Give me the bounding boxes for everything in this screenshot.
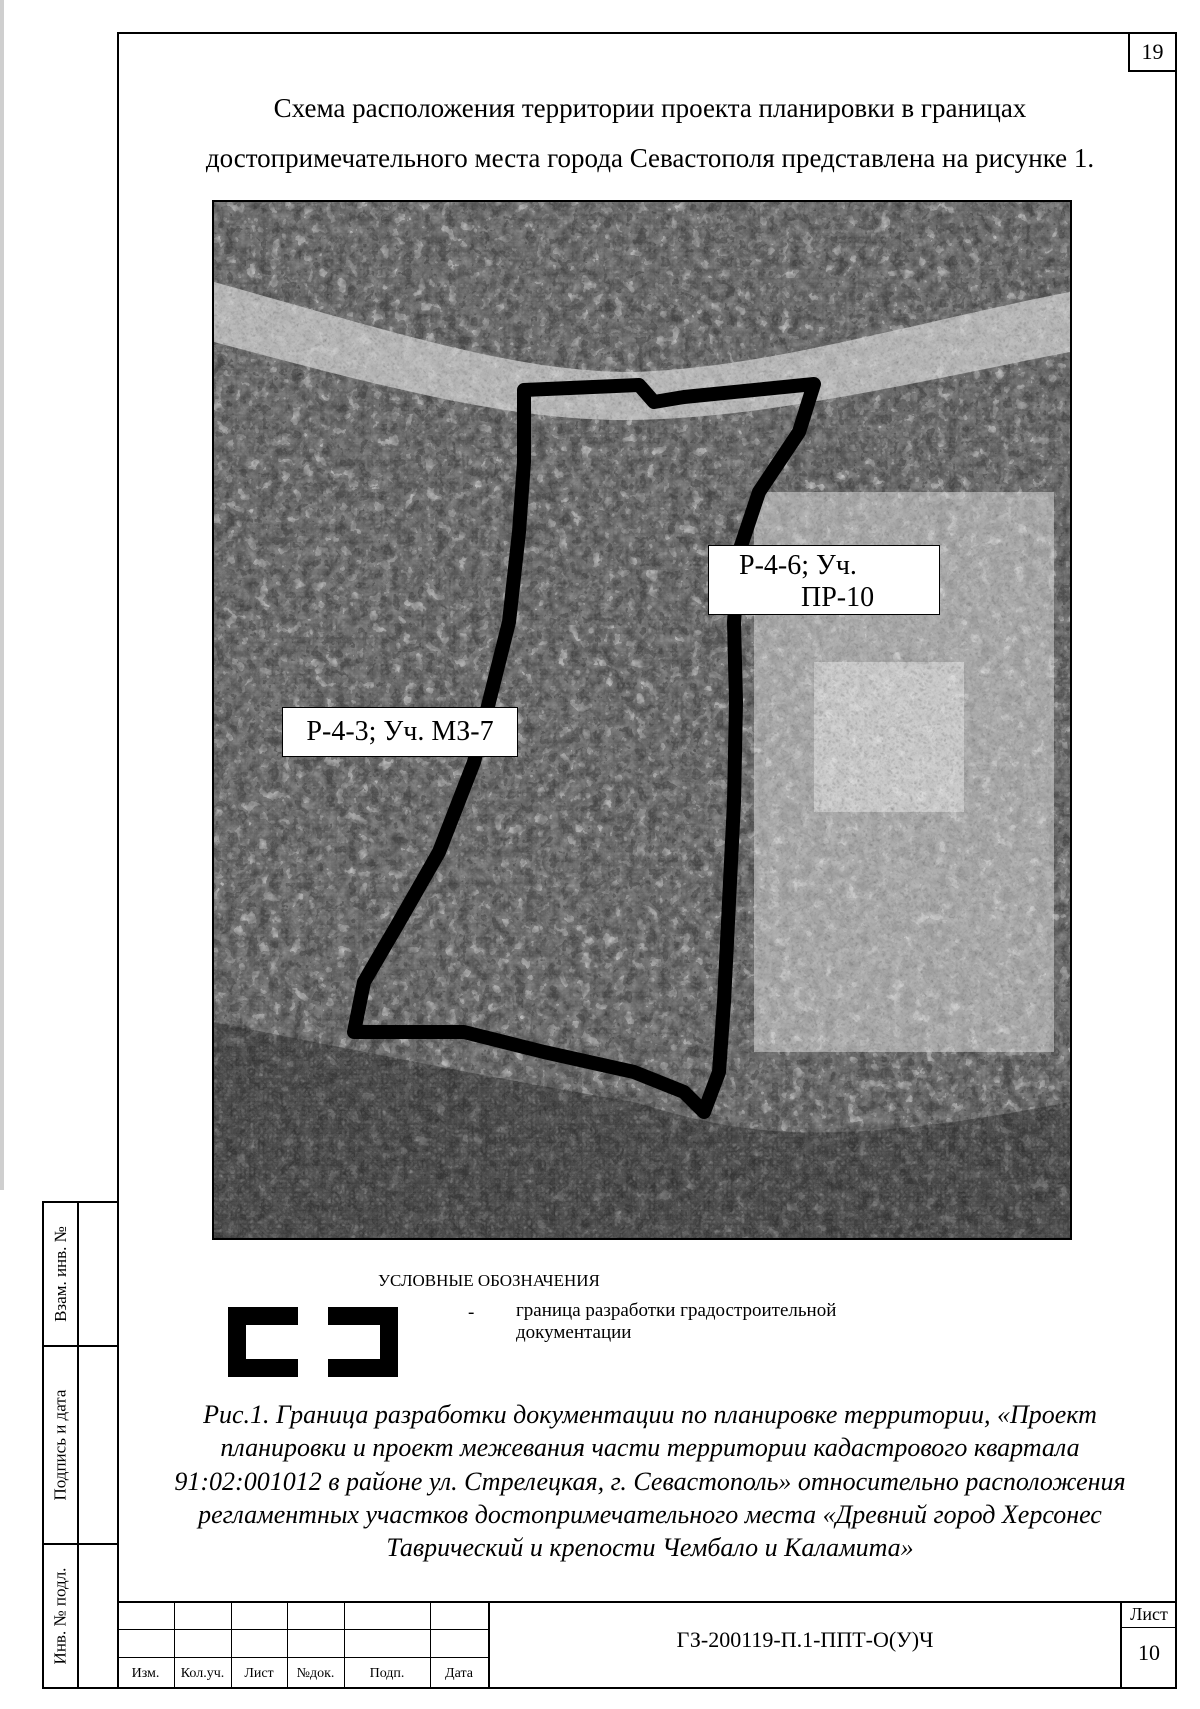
boundary-legend-icon (228, 1303, 398, 1381)
stamp-border-bottom (42, 1687, 117, 1689)
tb-col-data: Дата (445, 1666, 473, 1681)
figure-caption: Рис.1. Граница разработки документации по планировке территории, «Проект планировки и проект межевания части территории кадастрового квартала 91:02:001012 в районе ул. Стрелецкая, г. Севастополь» относительно расположения регламентных участков достопримечательного места «Древний город Херсонес Таврический и крепости Чембало и Каламита» (174, 1400, 1126, 1563)
title-block-top (117, 1601, 1177, 1603)
stamp-cell-inv-original: Инв. № подл. (50, 1567, 70, 1665)
stamp-divider (77, 1201, 79, 1689)
page-number: 19 (1128, 32, 1177, 72)
tb-col-izm: Изм. (131, 1666, 160, 1681)
tb-col-kolutch: Кол.уч. (180, 1666, 225, 1681)
tb-sheet-divider (1120, 1627, 1177, 1628)
stamp-cell-replace-inv: Взам. инв. № (50, 1226, 70, 1322)
tb-col-list: Лист (244, 1666, 274, 1681)
scan-edge (0, 0, 4, 1190)
zone-label-east-line1: Р-4-6; Уч. (739, 550, 857, 581)
sheet-label: Лист (1130, 1604, 1168, 1624)
intro-line-2: достопримечательного места города Севастополя представлена на рисунке 1. (205, 143, 1095, 173)
zone-label-east-line2: ПР-10 (801, 582, 875, 614)
stamp-cell-signature-date: Подпись и дата (50, 1389, 70, 1501)
sheet-number: 10 (1138, 1640, 1160, 1665)
tb-row-line-1 (117, 1629, 489, 1630)
document-code: ГЗ-200119-П.1-ППТ-О(У)Ч (676, 1627, 934, 1652)
tb-row-line-2 (117, 1657, 489, 1658)
intro-line-1: Схема расположения территории проекта планировки в границах (273, 93, 1027, 123)
zone-label-east (708, 545, 940, 615)
tb-col-ndok: №док. (296, 1666, 335, 1681)
zone-label-west: Р-4-3; Уч. МЗ-7 (282, 707, 518, 757)
aerial-map (212, 200, 1072, 1240)
legend-title: УСЛОВНЫЕ ОБОЗНАЧЕНИЯ (378, 1271, 600, 1290)
tb-col-podp: Подп. (369, 1666, 405, 1681)
legend-dash: - (468, 1302, 475, 1323)
legend-item-text: граница разработки градостроительной документации (516, 1300, 837, 1343)
